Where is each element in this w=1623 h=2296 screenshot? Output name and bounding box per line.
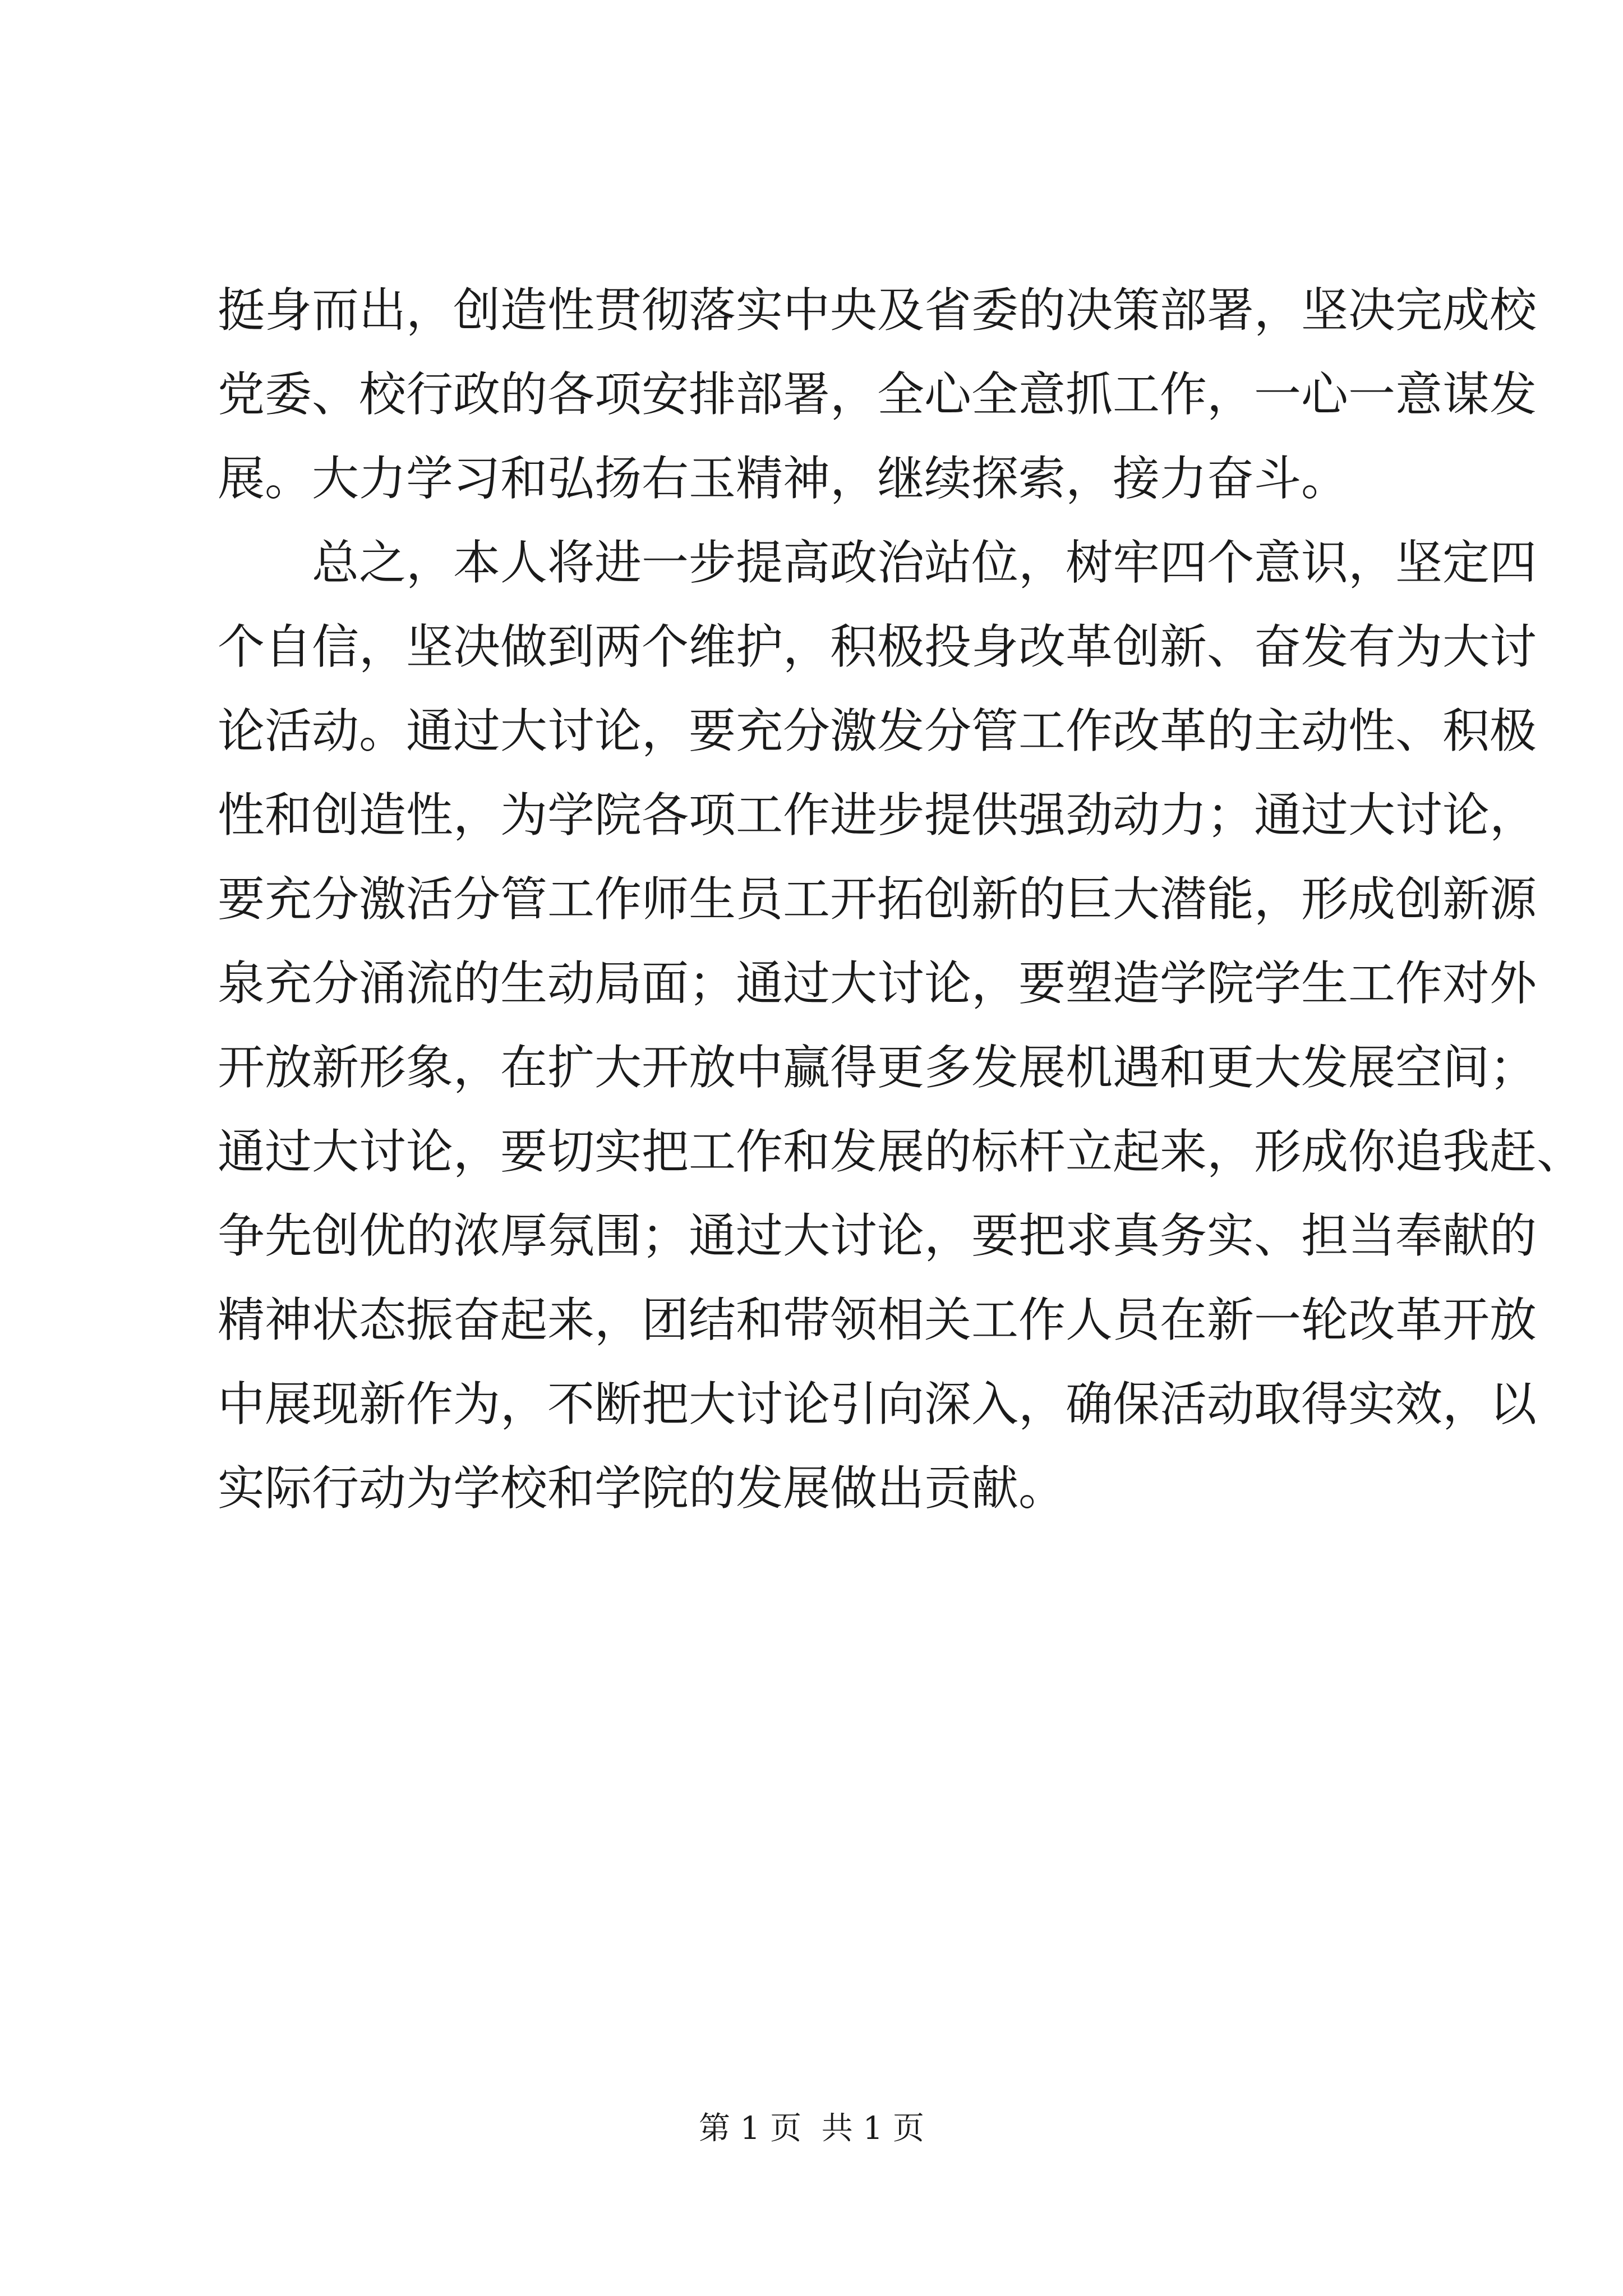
body-text (218, 268, 1584, 1530)
page-number-footer: 第 1 页 共 1 页 (698, 2110, 925, 2147)
text-line: 性和创造性，为学院各项工作进步提供强劲动力；通过大讨论， (218, 788, 1537, 843)
text-line: 精神状态振奋起来，团结和带领相关工作人员在新一轮改革开放 (218, 1292, 1537, 1347)
text-line: 论活动。通过大讨论，要充分激发分管工作改革的主动性、积极 (218, 703, 1537, 758)
text-line: 中展现新作为，不断把大讨论引向深入，确保活动取得实效，以 (218, 1377, 1537, 1432)
text-line: 开放新形象，在扩大开放中赢得更多发展机遇和更大发展空间； (218, 1040, 1537, 1095)
text-line: 要充分激活分管工作师生员工开拓创新的巨大潜能，形成创新源 (218, 872, 1537, 927)
text-line: 通过大讨论，要切实把工作和发展的标杆立起来，形成你追我赶、 (218, 1124, 1584, 1179)
text-line: 总之，本人将进一步提高政治站位，树牢四个意识，坚定四 (218, 535, 1537, 590)
text-line: 争先创优的浓厚氛围；通过大讨论，要把求真务实、担当奉献的 (218, 1208, 1537, 1263)
text-line: 挺身而出，创造性贯彻落实中央及省委的决策部署，坚决完成校 (218, 283, 1537, 338)
text-line: 展。大力学习和弘扬右玉精神，继续探索，接力奋斗。 (218, 451, 1349, 506)
text-line: 实际行动为学校和学院的发展做出贡献。 (218, 1461, 1066, 1516)
paragraph-1 (218, 268, 1537, 521)
text-line: 泉充分涌流的生动局面；通过大讨论，要塑造学院学生工作对外 (218, 956, 1537, 1011)
text-line: 党委、校行政的各项安排部署，全心全意抓工作，一心一意谋发 (218, 367, 1537, 422)
text-line: 个自信，坚决做到两个维护，积极投身改革创新、奋发有为大讨 (218, 619, 1537, 674)
paragraph-2 (218, 521, 1584, 1530)
